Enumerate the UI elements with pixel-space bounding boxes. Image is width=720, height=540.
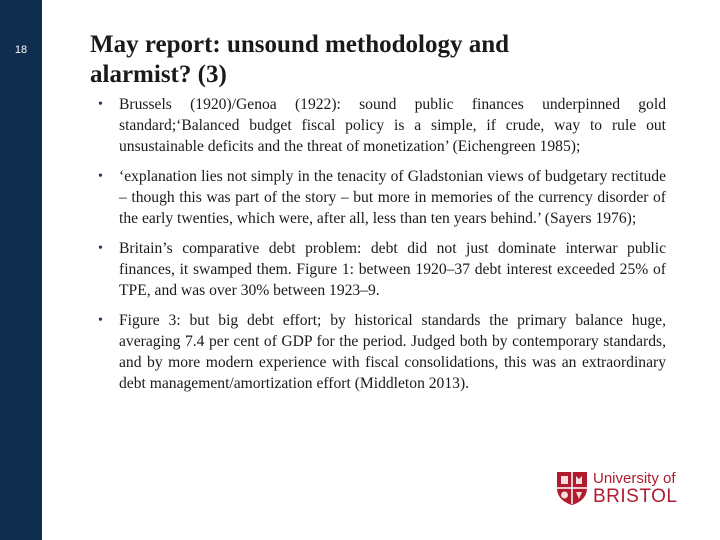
bullet-item xyxy=(98,94,666,157)
bullet-icon: • xyxy=(98,97,103,112)
university-logo xyxy=(555,470,690,506)
crest-icon xyxy=(555,470,589,506)
title-line-1: May report: unsound methodology and xyxy=(90,31,510,58)
bullet-text: ‘explanation lies not simply in the tenacity of Gladstonian views of budgetary rectitude – though this was part of the story – but more in memories of the currency disorder of the early twenties, which were, after all, less than ten years behind.’ (Sayers 1976); xyxy=(119,168,666,227)
slide-title xyxy=(90,30,690,90)
slide-number: 18 xyxy=(14,44,28,56)
bullet-icon: • xyxy=(98,313,103,328)
bullet-text: Brussels (1920)/Genoa (1922): sound public finances underpinned gold standard;‘Balanced budget fiscal policy is a simple, if crude, way to rule out unsustainable deficits and the threat of monetization’ (Eichengreen 1985); xyxy=(119,96,666,155)
bullet-icon: • xyxy=(98,169,103,184)
title-line-2: alarmist? (3) xyxy=(90,61,227,88)
bullet-item xyxy=(98,310,666,394)
bullet-list xyxy=(98,94,666,403)
side-bar xyxy=(0,0,42,540)
bullet-text: Figure 3: but big debt effort; by historical standards the primary balance huge, averaging 7.4 per cent of GDP for the period. Judged both by contemporary standards, and by more modern experience with fiscal consolidations, this was an extraordinary debt management/amortization effort (Middleton 2013). xyxy=(119,312,666,392)
logo-text-university-of: University of xyxy=(593,470,676,487)
bullet-item xyxy=(98,166,666,229)
bullet-icon: • xyxy=(98,241,103,256)
logo-text-bristol: BRISTOL xyxy=(593,486,678,507)
bullet-text: Britain’s comparative debt problem: debt did not just dominate interwar public finances, it swamped them. Figure 1: between 1920–37 debt interest exceeded 25% of TPE, and was over 30% between 1923–9. xyxy=(119,240,666,299)
bullet-item xyxy=(98,238,666,301)
